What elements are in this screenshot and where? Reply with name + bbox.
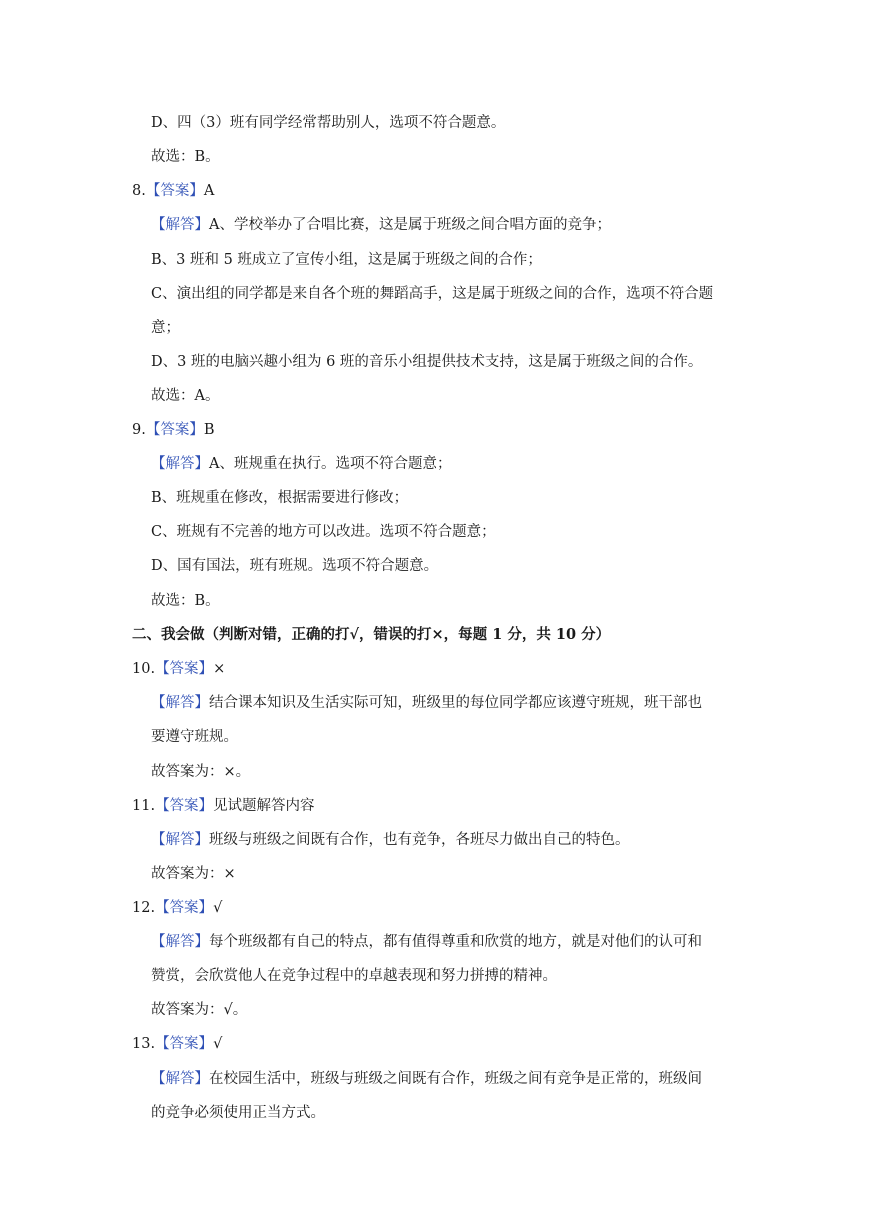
analysis-label: 【解答】: [151, 832, 209, 848]
q7-option-d: D、四（3）班有同学经常帮助别人，选项不符合题意。: [151, 115, 506, 131]
q12-answer-line: [132, 898, 222, 918]
q9-number: 9.: [132, 422, 146, 438]
q11-conclusion: 故答案为：×: [151, 866, 236, 882]
q8-option-a: A、学校举办了合唱比赛，这是属于班级之间合唱方面的竞争；: [209, 217, 611, 233]
q13-answer: √: [213, 1036, 223, 1052]
q12-answer: √: [213, 900, 223, 916]
q11-answer-line: [132, 796, 315, 816]
section-heading: 二、我会做（判断对错，正确的打√，错误的打×，每题 1 分，共 10 分）: [132, 626, 611, 643]
q8-answer: A: [203, 183, 215, 199]
q13-analysis-text: 在校园生活中，班级与班级之间既有合作，班级之间有竞争是正常的，班级间: [209, 1071, 702, 1087]
q9-option-a: A、班规重在执行。选项不符合题意；: [209, 456, 452, 472]
analysis-label: 【解答】: [151, 1071, 209, 1087]
q10-answer-line: [132, 659, 225, 679]
q8-analysis-line: [151, 215, 611, 235]
q12-conclusion: 故答案为：√。: [151, 1002, 248, 1018]
q8-number: 8.: [132, 183, 146, 199]
answer-label: 【答案】: [155, 798, 214, 814]
analysis-label: 【解答】: [151, 456, 209, 472]
q9-option-b: B、班规重在修改，根据需要进行修改；: [151, 490, 409, 506]
q9-answer-line: [132, 420, 215, 440]
q11-analysis-text: 班级与班级之间既有合作，也有竞争，各班尽力做出自己的特色。: [209, 832, 630, 848]
q10-analysis-line1: [151, 693, 702, 713]
q8-option-b: B、3 班和 5 班成立了宣传小组，这是属于班级之间的合作；: [151, 252, 542, 268]
answer-label: 【答案】: [145, 422, 204, 438]
q9-answer: B: [203, 422, 215, 438]
q12-analysis-text: 每个班级都有自己的特点，都有值得尊重和欣赏的地方，就是对他们的认可和: [209, 934, 702, 950]
q13-answer-line: [132, 1034, 222, 1054]
q8-option-d: D、3 班的电脑兴趣小组为 6 班的音乐小组提供技术支持，这是属于班级之间的合作。: [151, 354, 703, 370]
q11-answer: 见试题解答内容: [213, 798, 315, 814]
q13-analysis-line1: [151, 1069, 702, 1089]
q8-answer-line: [132, 181, 214, 201]
q11-number: 11.: [132, 798, 156, 814]
q12-analysis-line2: 赞赏，会欣赏他人在竞争过程中的卓越表现和努力拼搏的精神。: [151, 968, 557, 984]
q11-analysis-line1: [151, 830, 630, 850]
q8-conclusion: 故选：A。: [151, 388, 220, 404]
q9-option-d: D、国有国法，班有班规。选项不符合题意。: [151, 558, 439, 574]
q10-conclusion: 故答案为：×。: [151, 764, 251, 780]
q9-option-c: C、班规有不完善的地方可以改进。选项不符合题意；: [151, 524, 496, 540]
answer-label: 【答案】: [155, 661, 214, 677]
q13-number: 13.: [132, 1036, 156, 1052]
answer-label: 【答案】: [155, 1036, 214, 1052]
analysis-label: 【解答】: [151, 934, 209, 950]
q8-option-c-line1: C、演出组的同学都是来自各个班的舞蹈高手，这是属于班级之间的合作，选项不符合题: [151, 286, 714, 302]
answer-label: 【答案】: [155, 900, 214, 916]
q13-analysis-line2: 的竞争必须使用正当方式。: [151, 1105, 325, 1121]
q9-conclusion: 故选：B。: [151, 593, 220, 609]
q10-answer: ×: [213, 661, 226, 677]
answer-label: 【答案】: [145, 183, 204, 199]
analysis-label: 【解答】: [151, 695, 209, 711]
q10-analysis-line2: 要遵守班规。: [151, 729, 238, 745]
q12-number: 12.: [132, 900, 156, 916]
q7-conclusion: 故选：B。: [151, 149, 220, 165]
q9-analysis-line: [151, 454, 451, 474]
q10-number: 10.: [132, 661, 156, 677]
q10-analysis-text: 结合课本知识及生活实际可知，班级里的每位同学都应该遵守班规，班干部也: [209, 695, 702, 711]
q12-analysis-line1: [151, 932, 702, 952]
q8-option-c-line2: 意；: [151, 320, 180, 336]
analysis-label: 【解答】: [151, 217, 209, 233]
